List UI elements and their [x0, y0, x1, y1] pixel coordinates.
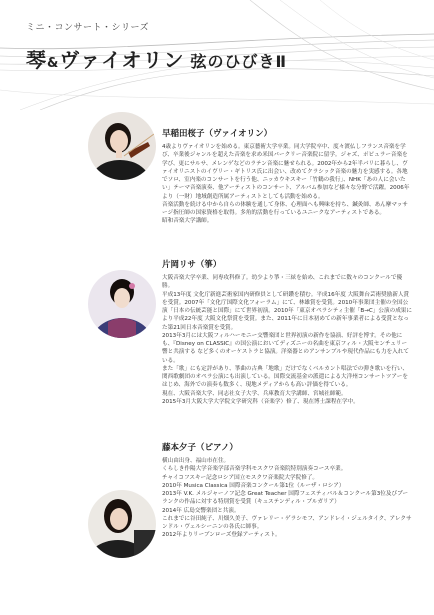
performer-name: 片岡リサ（箏）	[162, 260, 222, 270]
title-koto: 琴	[26, 48, 47, 72]
bio-paragraph: 横山由出身、福山市在住。	[162, 458, 230, 464]
bio-paragraph: 4歳よりヴァイオリンを始める。東京藝術大学卒業。同大学院卒中、度々渡仏しフランス音楽を学び、卒業後ジャンルを超えた音楽を求め米国バークリー音楽院に留学。ジャズ、ポピュラー音楽を学び、更にサルサ、メレンゲなどのラテン音楽に魅せられる。2002年から2年半パリに暮らし、ヴァイオリニストのイヴリー・ギトリス氏に出会い、改めてクラシック音楽の魅力を実感する。各地でソロ、室内楽のコンサートを行う他、ニッカウキスキー「竹鶴の我行」、NHK「あの人に会いたい」テーマ音楽演奏、他アーティストのコンサート、アルバム参加など様々な分野で活躍。2006年より（一財）地域創造所属アーティストとしても活動を始める。	[162, 144, 410, 200]
bio-paragraph: 2014年 広島交響楽団と共演。	[162, 507, 240, 514]
performer-bio	[162, 457, 412, 540]
title-ampersand: &	[47, 56, 60, 71]
bio-paragraph: 昭和音楽大学講師。	[162, 218, 213, 225]
bio-paragraph: 2013年3月には大阪フィルハーモニー交響楽団と世界初演の新作を協演、好評を博す。その他にも、『Disney on CLASSIC』の国公演においてディズニーの名曲を東京フィル・大阪センチュリー響と共演する など多くのオーケストラと協演。洋楽器とのアンサンブルや現代作品にも力を入れている。	[162, 332, 409, 364]
violinist-photo	[88, 112, 156, 180]
bio-paragraph: くらしき作陽大学音楽学部音楽学科モスクワ音楽院特別演奏コース卒業。	[162, 466, 347, 473]
performer-name: 早稲田桜子（ヴァイオリン）	[162, 129, 273, 139]
title-violin: ヴァイオリン	[59, 48, 185, 72]
koto-player-photo	[88, 270, 156, 338]
pianist-photo	[88, 490, 156, 558]
bio-paragraph: 2015年3月大阪大学大学院文学研究科（音楽学）修了、現在博士課程在学中。	[162, 398, 359, 405]
bio-paragraph: 大阪音楽大学卒業、同専攻科修了。幼少より箏・三絃を始め、これまでに数々のコンクールで優勝。	[162, 275, 403, 290]
bio-paragraph: 2010年 Musica Classica 国際音楽コンクール第1位（ルーザ・ロシア）	[162, 482, 345, 489]
bio-paragraph: チャイコフスキー記念ロシア国立モスクワ音楽院大学院修了。	[162, 474, 319, 481]
bio-paragraph: 2013年 V.K. メルジャーノフ記念 Great Teacher 国際フェスティバル＆コンクール第3位及びプーランクの作品に対する特別賞を受賞（キュステンディル・ブルガリア）	[162, 491, 409, 506]
bio-paragraph: 平成13年度 文化庁新進芸術家国内研修員として研鑽を積む。平成16年度 大阪舞台芸術奨励新人賞を受賞。2007年「文化庁国際文化フォーラム」にて、林雄賞を受賞。2010年事業団主催の全国公演「日本の伝統芸能と国際」にて世界初演。2010年「東京オペラシティ主催「B→C」公演の成果により平成22年度 大阪文化祭賞を受賞。また、2011年に日本初めての新年事業者による受賞となった第21回日本音楽賞を受賞。	[162, 291, 412, 331]
performer-bio	[162, 143, 412, 226]
performer-2	[162, 258, 412, 406]
concert-title	[26, 44, 287, 73]
performer-name: 藤本夕子（ピアノ）	[162, 443, 238, 453]
performer-bio	[162, 274, 412, 406]
bio-paragraph: また「歌」にも定評があり、箏曲の古典「地歌」だけでなくベルカント唱法での弾き歌いを行い、関西歌劇団のオペラ公演にも出演している。国際交流基金の派遣による大洋州コンサートツアーをはじめ、海外での演奏も数多く、現地メディアからも高い評価を得ている。	[162, 365, 409, 389]
bio-paragraph: 2012年よりリーブンローズ登録アーティスト。	[162, 532, 281, 539]
bio-paragraph: 現在、大阪音楽大学、同志社女子大学、兵庫教育大学講師、宮城社師範。	[162, 390, 347, 397]
performer-1	[162, 127, 412, 226]
performer-3	[162, 441, 412, 540]
title-subtitle: 弦のひびきⅡ	[190, 52, 288, 71]
bio-paragraph: 音楽活動を続ける中から自らの体験を通して身体、心理面へも興味を持ち、鍼灸師、あん摩マッサージ指圧師の国家資格を取得。多角的活動を行っているユニークなアーティストである。	[162, 201, 408, 217]
series-label: ミニ・コンサート・シリーズ	[26, 23, 150, 33]
header	[0, 0, 434, 110]
bio-paragraph: これまでに谷田純子、川畑久美子、ヴァレリー・ゲラシモフ、アンドレイ・ジェルタイク、アレクサンドル・ヴェルシーニンの各氏に師事。	[162, 515, 412, 531]
